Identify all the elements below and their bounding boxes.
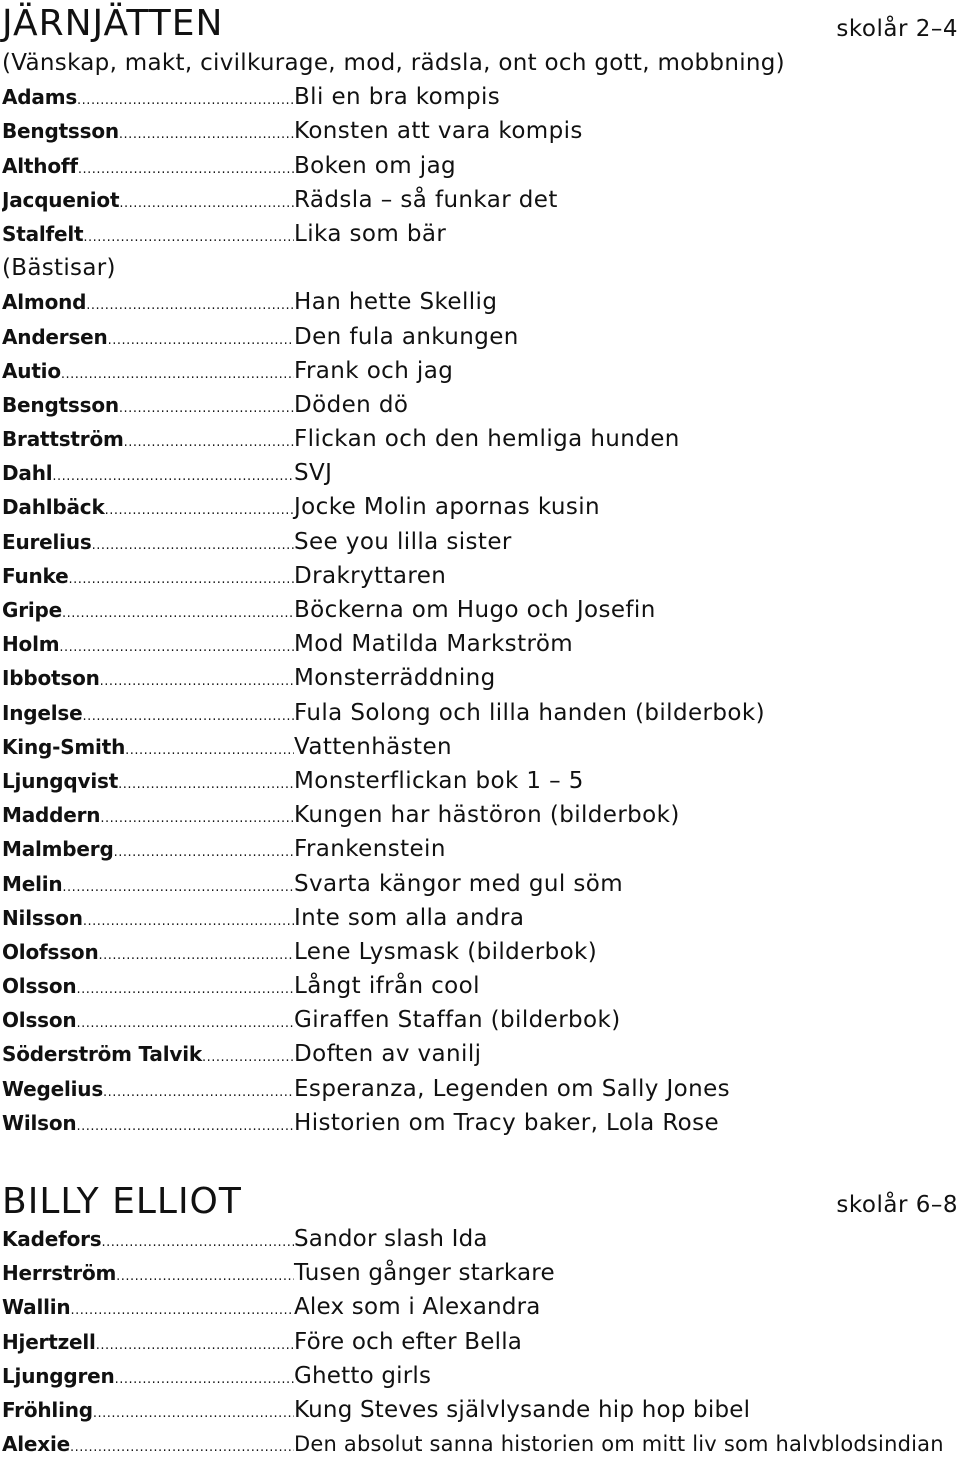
book-title: Alex som i Alexandra xyxy=(294,1294,541,1321)
author-name: Eurelius ..... xyxy=(2,525,294,563)
list-item xyxy=(2,80,958,114)
list-item xyxy=(2,832,958,866)
list-item xyxy=(2,1290,958,1324)
author-name: Almond ..... xyxy=(2,285,294,323)
author-name: Olsson ..... xyxy=(2,1003,294,1041)
section-title: BILLY ELLIOT xyxy=(2,1181,242,1222)
list-item xyxy=(2,969,958,1003)
book-title: Vattenhästen xyxy=(294,733,453,760)
list-item xyxy=(2,1393,958,1427)
list-item xyxy=(2,798,958,832)
grade-label: skolår 6–8 xyxy=(836,1192,958,1218)
list-item xyxy=(2,320,958,354)
section-jarnjatten xyxy=(2,0,958,1140)
list-item xyxy=(2,593,958,627)
author-name: Alexie ..... xyxy=(2,1427,294,1465)
section-subtitle: (Vänskap, makt, civilkurage, mod, rädsla, ont och gott, mobbning) xyxy=(2,50,785,76)
author-name: Jacqueniot ..... xyxy=(2,183,294,221)
book-title: Frankenstein xyxy=(294,836,446,863)
author-name: Adams ..... xyxy=(2,80,294,118)
author-name: Bengtsson ..... xyxy=(2,114,294,152)
list-item xyxy=(2,730,958,764)
author-name: Malmberg ..... xyxy=(2,832,294,870)
author-name: Holm ..... xyxy=(2,627,294,665)
list-item xyxy=(2,901,958,935)
author-name: Ljungqvist ..... xyxy=(2,764,294,802)
author-name: Gripe ..... xyxy=(2,593,294,631)
author-name: Wilson ..... xyxy=(2,1106,294,1144)
author-name: Dahl ..... xyxy=(2,456,294,494)
book-title: Giraffen Staffan (bilderbok) xyxy=(294,1007,621,1034)
book-title: Monsterflickan bok 1 – 5 xyxy=(294,767,584,794)
list-item xyxy=(2,114,958,148)
author-name: Funke ..... xyxy=(2,559,294,597)
book-title: Han hette Skellig xyxy=(294,289,498,316)
book-title: Doften av vanilj xyxy=(294,1041,482,1068)
author-name: Melin ..... xyxy=(2,867,294,905)
book-title: Sandor slash Ida xyxy=(294,1226,488,1252)
list-item xyxy=(2,1359,958,1393)
list-item xyxy=(2,559,958,593)
book-title: Monsterräddning xyxy=(294,665,496,692)
book-title: Esperanza, Legenden om Sally Jones xyxy=(294,1075,731,1102)
author-name: Kadefors ..... xyxy=(2,1222,294,1260)
author-name: Althoff ..... xyxy=(2,149,294,187)
list-item xyxy=(2,1072,958,1106)
author-name: Brattström ..... xyxy=(2,422,294,460)
list-item xyxy=(2,422,958,456)
book-title: Svarta kängor med gul söm xyxy=(294,870,624,897)
list-item xyxy=(2,388,958,422)
author-name: Bengtsson ..... xyxy=(2,388,294,426)
book-title: See you lilla sister xyxy=(294,528,512,555)
book-title: Boken om jag xyxy=(294,152,457,179)
author-name: Autio ..... xyxy=(2,354,294,392)
list-item xyxy=(2,285,958,319)
book-title: Jocke Molin apornas kusin xyxy=(294,494,600,521)
author-name: Herrström ..... xyxy=(2,1256,294,1294)
list-item xyxy=(2,661,958,695)
book-title: Bli en bra kompis xyxy=(294,84,501,111)
book-title: Historien om Tracy baker, Lola Rose xyxy=(294,1109,720,1136)
section-header xyxy=(2,0,958,46)
list-item xyxy=(2,1106,958,1140)
list-item xyxy=(2,183,958,217)
book-title: Inte som alla andra xyxy=(294,904,525,931)
list-item xyxy=(2,525,958,559)
list-item xyxy=(2,354,958,388)
list-item xyxy=(2,696,958,730)
list-item xyxy=(2,490,958,524)
author-name: Ibbotson ..... xyxy=(2,661,294,699)
list-item xyxy=(2,764,958,798)
book-title: Flickan och den hemliga hunden xyxy=(294,426,680,453)
grade-label: skolår 2–4 xyxy=(836,16,958,42)
book-title: SVJ xyxy=(294,460,333,487)
list-item xyxy=(2,1427,958,1461)
book-title: Lika som bär xyxy=(294,220,447,247)
author-name: Hjertzell ..... xyxy=(2,1325,294,1363)
author-name: Dahlbäck ..... xyxy=(2,490,294,528)
list-item xyxy=(2,1037,958,1071)
book-title: Döden dö xyxy=(294,391,409,418)
list-item xyxy=(2,1256,958,1290)
list-item xyxy=(2,627,958,661)
book-title: Mod Matilda Markström xyxy=(294,631,574,658)
book-title: Fula Solong och lilla handen (bilderbok) xyxy=(294,699,765,726)
list-item xyxy=(2,456,958,490)
list-item xyxy=(2,1325,958,1359)
author-name: Andersen ..... xyxy=(2,320,294,358)
section-subheading: (Bästisar) xyxy=(2,255,116,282)
section-title: JÄRNJÄTTEN xyxy=(2,3,224,44)
author-name: Olofsson ..... xyxy=(2,935,294,973)
list-item xyxy=(2,867,958,901)
section-billy-elliot xyxy=(2,1178,958,1461)
book-title: Kungen har hästöron (bilderbok) xyxy=(294,802,680,829)
book-title: Före och efter Bella xyxy=(294,1328,523,1355)
list-item xyxy=(2,1222,958,1256)
list-item xyxy=(2,217,958,251)
section-header xyxy=(2,1178,958,1222)
author-name: Wegelius ..... xyxy=(2,1072,294,1110)
author-name: Nilsson ..... xyxy=(2,901,294,939)
author-name: Söderström Talvik ..... xyxy=(2,1037,294,1075)
book-title: Kung Steves självlysande hip hop bibel xyxy=(294,1396,751,1423)
author-name: Olsson ..... xyxy=(2,969,294,1007)
book-title: Lene Lysmask (bilderbok) xyxy=(294,938,598,965)
author-name: Fröhling ..... xyxy=(2,1393,294,1431)
book-title: Ghetto girls xyxy=(294,1362,432,1389)
list-item xyxy=(2,149,958,183)
author-name: King-Smith ..... xyxy=(2,730,294,768)
book-title: Frank och jag xyxy=(294,357,454,384)
author-name: Ljunggren ..... xyxy=(2,1359,294,1397)
list-item xyxy=(2,1003,958,1037)
list-item xyxy=(2,935,958,969)
author-name: Maddern ..... xyxy=(2,798,294,836)
book-title: Drakryttaren xyxy=(294,562,447,589)
book-title: Den absolut sanna historien om mitt liv som halvblodsindian xyxy=(294,1432,944,1457)
book-title: Den fula ankungen xyxy=(294,323,519,350)
author-name: Stalfelt ..... xyxy=(2,217,294,255)
author-name: Ingelse ..... xyxy=(2,696,294,734)
book-title: Tusen gånger starkare xyxy=(294,1260,555,1287)
book-title: Böckerna om Hugo och Josefin xyxy=(294,597,656,623)
author-name: Wallin ..... xyxy=(2,1290,294,1328)
book-title: Långt ifrån cool xyxy=(294,973,480,1000)
book-title: Rädsla – så funkar det xyxy=(294,186,558,213)
book-title: Konsten att vara kompis xyxy=(294,118,583,145)
